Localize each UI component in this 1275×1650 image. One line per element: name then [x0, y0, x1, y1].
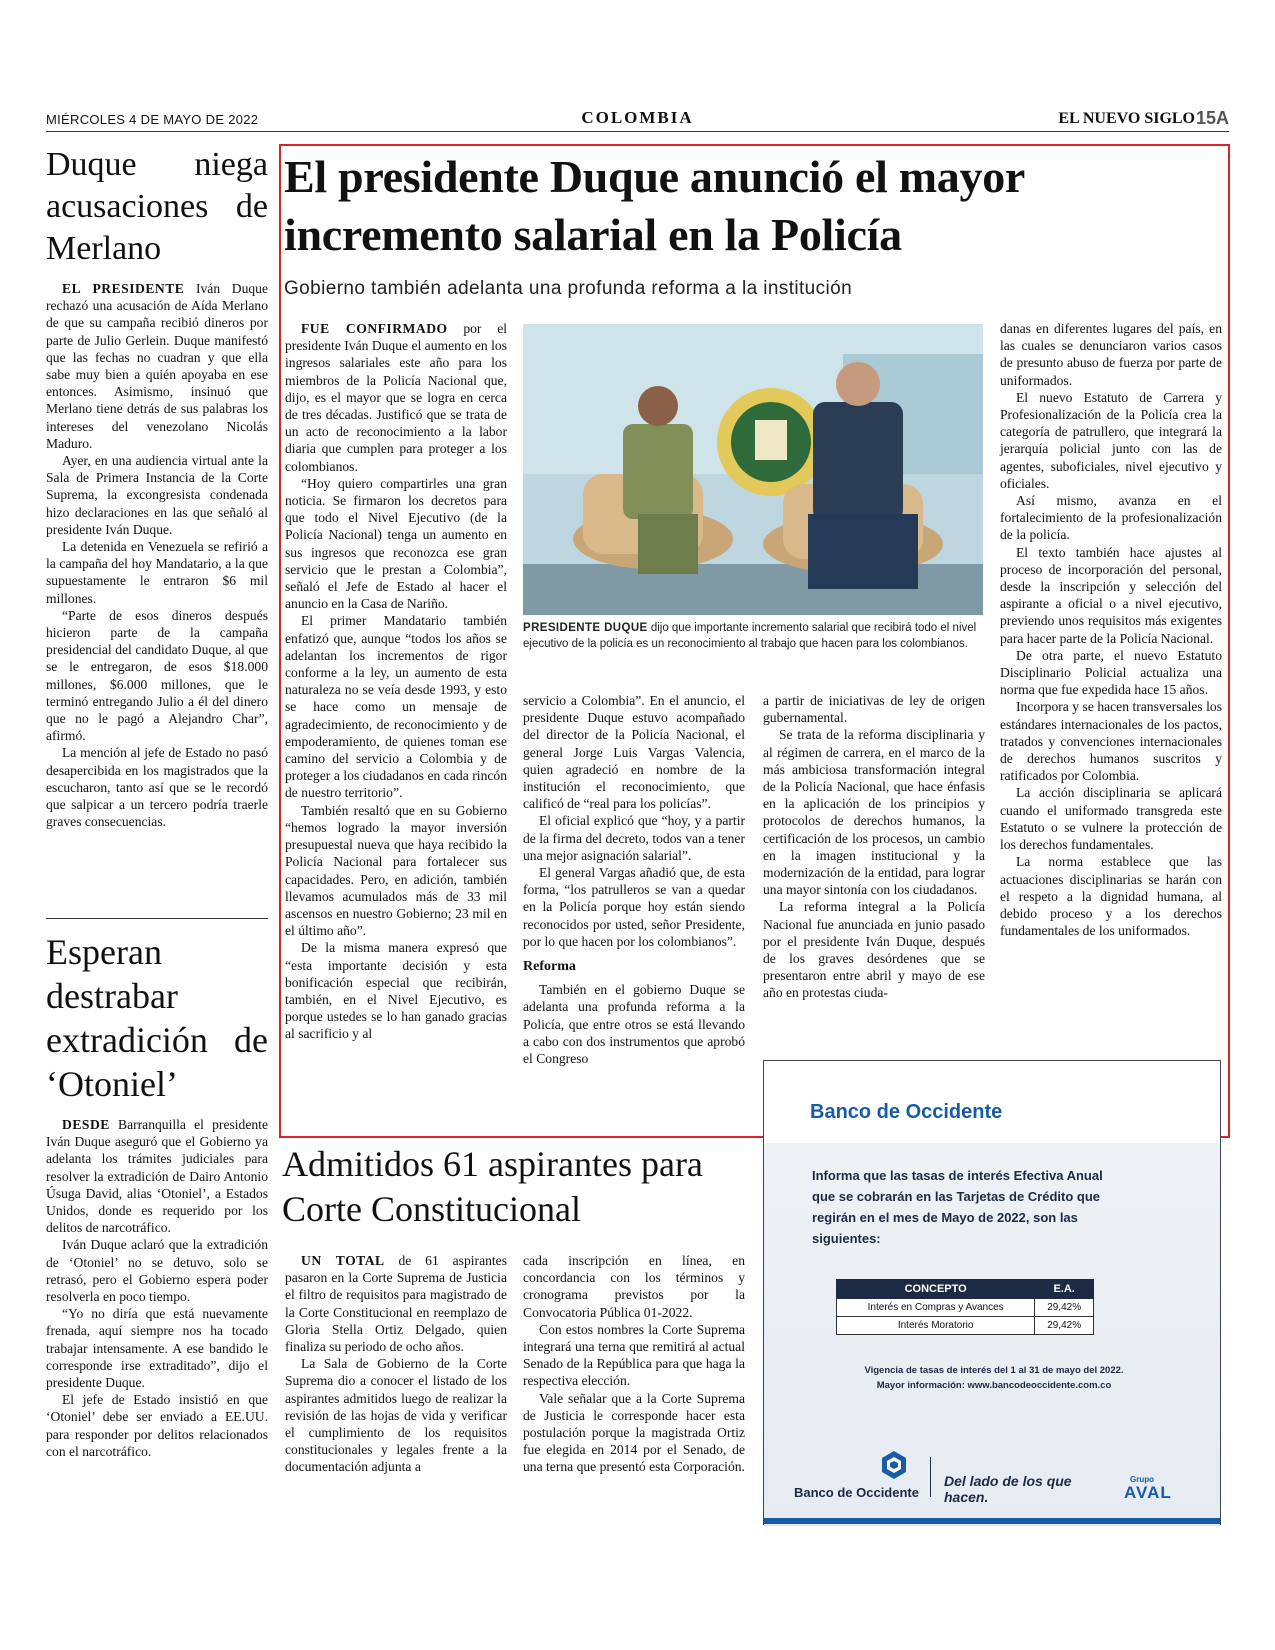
article-photo — [523, 324, 983, 615]
photo-caption: PRESIDENTE DUQUE dijo que importante incremento salarial que recibirá todo el nivel ejecutivo de la policía es un reconocimiento al trabajo que hacen para los colombianos. — [523, 622, 977, 650]
bank-advertisement — [763, 1060, 1221, 1525]
bottom-article-title: Admitidos 61 aspirantes para Corte Constitucional — [282, 1144, 703, 1229]
article-paragraph: Incorpora y se hacen transversales los estándares internacionales de los pactos, tratados y convenciones internacionales de derechos humanos suscritos y ratificados por Colombia. — [1000, 699, 1222, 784]
article-paragraph: DESDE Barranquilla el presidente Iván Duque aseguró que el Gobierno ya adelanta los trámites judiciales para resolver la extradición de Dairo Antonio Úsuga David, alias ‘Otoniel’, a Estados Unidos, donde es requerido por los delitos de narcotráfico. — [46, 1117, 268, 1236]
article-paragraph: Vale señalar que a la Corte Suprema de Justicia le corresponde hacer esta postulación porque la magistrada Ortiz fue elegida en 2014 por el Senado, de una terna que presentó esta Corporación. — [523, 1390, 745, 1475]
article-paragraph: De otra parte, el nuevo Estatuto Disciplinario Policial actualiza una norma que fue expedida hace 15 años. — [1000, 647, 1222, 698]
article-subhead: Reforma — [523, 959, 576, 975]
article-paragraph: De la misma manera expresó que “esta importante decisión y esta bonificación especial que recibirán, también, en el Nivel Ejecutivo, es porque ustedes se lo han ganado gracias al sacrificio y al — [285, 940, 507, 1042]
article-paragraph: También en el gobierno Duque se adelanta una profunda reforma a la Policía, que entre otros se está llevando a cabo con dos instrumentos que aprobó el Congreso — [523, 982, 745, 1067]
newspaper-brand: EL NUEVO SIGLO — [1058, 110, 1195, 127]
bank-logo-icon — [880, 1451, 908, 1479]
article-paragraph: Se trata de la reforma disciplinaria y al régimen de carrera, en el marco de la más ambiciosa transformación integral de la Policía Nacional, que hace énfasis en la aplicación de los principios y protocolos de derechos humanos, la certificación de los procesos, un cambio en la imagen institucional y la modernización de la entidad, para lograr una mayor sintonía con los ciudadanos. — [763, 727, 985, 898]
main-column-1 — [285, 320, 507, 1043]
article-paragraph: El oficial explicó que “hoy, y a partir de la firma del decreto, todos van a tener una mejor asignación salarial”. — [523, 813, 745, 863]
article-paragraph: La reforma integral a la Policía Nacional fue anunciada en junio pasado por el presidente Iván Duque, después de los graves desórdenes que se presentaron entre abril y mayo de ese año en protestas ciuda- — [763, 899, 985, 1001]
ad-bank-name: Banco de Occidente — [810, 1101, 1003, 1123]
side-article-otoniel — [46, 930, 268, 1460]
article-paragraph: El primer Mandatario también enfatizó que, aunque “todos los años se adelantan los incrementos de rigor conforme a la ley, un aumento de esta naturaleza no se veía desde 1993, y esto se hace como un mensaje de agradecimiento, de reconocimiento y de empoderamiento, de quienes toman ese camino del servicio a Colombia y de proteger a los ciudadanos en cada rincón de nuestro territorio”. — [285, 613, 507, 801]
main-article-subtitle: Gobierno también adelanta una profunda reforma a la institución — [284, 278, 853, 299]
article-paragraph: El texto también hace ajustes al proceso de incorporación del personal, desde la inscripción y selección del aspirante a oficial o a nivel ejecutivo, previendo unos requisitos más exigentes para hacer parte de la Policía Nacional. — [1000, 544, 1222, 646]
issue-date: MIÉRCOLES 4 DE MAYO DE 2022 — [46, 112, 259, 127]
article-paragraph: La detenida en Venezuela se refirió a la campaña del hoy Mandatario, a la que supuestamente le entraron $6 mil millones. — [46, 539, 268, 606]
article-paragraph: servicio a Colombia”. En el anuncio, el presidente Duque estuvo acompañado del director de la Policía Nacional, el general Jorge Luis Vargas Valencia, quien agradeció en nombre de la institución el reconocimiento, que calificó de “real para los policías”. — [523, 693, 745, 812]
article-paragraph: La acción disciplinaria se aplicará cuando el uniformado transgreda este Estatuto o se vulnere la protección de los derechos fundamentales. — [1000, 785, 1222, 853]
ad-footer-divider — [930, 1457, 931, 1497]
side-article-merlano — [46, 144, 268, 831]
main-column-3 — [763, 692, 985, 1002]
ad-slogan: Del lado de los que hacen. — [944, 1473, 1072, 1505]
grupo-label: Grupo — [1130, 1475, 1154, 1484]
photo-illustration — [523, 324, 983, 615]
main-article-title: El presidente Duque anunció el mayor incremento salarial en la Policía — [284, 151, 1025, 260]
article-paragraph: FUE CONFIRMADO por el presidente Iván Duque el aumento en los ingresos salariales este año para los miembros de la Policía Nacional que, dijo, es el mayor que se logra en cerca de tres décadas. Justificó que se trata de un acto de reconocimiento a la labor diaria que cumplen para proteger a los colombianos. — [285, 321, 507, 474]
ad-footer-bank-name: Banco de Occidente — [794, 1485, 919, 1500]
bottom-column-1 — [285, 1252, 507, 1476]
page-number: 15A — [1195, 108, 1229, 128]
ad-footer — [764, 1451, 1220, 1526]
table-row: Interés Moratorio 29,42% — [837, 1317, 1094, 1335]
side-article-title: Duque niega acusaciones de Merlano — [46, 146, 268, 267]
article-paragraph: Ayer, en una audiencia virtual ante la Sala de Primera Instancia de la Corte Suprema, la excongresista condenada hizo declaraciones en las que señaló al presidente Iván Duque. — [46, 453, 268, 537]
article-paragraph: EL PRESIDENTE Iván Duque rechazó una acusación de Aída Merlano de que su campaña recibió dineros por parte de Julio Gerlein. Duque manifestó que las fechas no cuadran y que ella sabe muy bien a quién apoyaba en ese entonces. Asimismo, insinuó que Merlano tiene detrás de sus palabras los intereses del venezolano Nicolás Maduro. — [46, 281, 268, 451]
article-paragraph: El general Vargas añadió que, de esta forma, “los patrulleros se van a quedar en la Policía porque hoy están siendo reconocidos por usted, señor Presidente, por lo que hacen por los colombianos”. — [523, 865, 745, 949]
aval-logo: AVAL — [1124, 1483, 1172, 1502]
ad-info-text: Informa que las tasas de interés Efectiva Anual que se cobrarán en las Tarjetas de Crédito que regirán en el mes de Mayo de 2022, son las siguientes: — [812, 1168, 1103, 1246]
section-name: COLOMBIA — [581, 108, 694, 127]
side-divider — [46, 918, 268, 919]
ad-validity-note: Vigencia de tasas de interés del 1 al 31 de mayo del 2022. Mayor información: www.bancodeoccidente.com.co — [864, 1365, 1124, 1391]
ad-bottom-bar — [764, 1518, 1220, 1524]
main-column-2 — [523, 692, 745, 1067]
article-paragraph: UN TOTAL de 61 aspirantes pasaron en la Corte Suprema de Justicia el filtro de requisitos para magistrado de la Corte Constitucional en reemplazo de Gloria Stella Ortiz Delgado, quien finaliza su periodo de ocho años. — [285, 1253, 508, 1355]
article-paragraph: “Hoy quiero compartirles una gran noticia. Se firmaron los decretos para que todo el Nivel Ejecutivo (de la Policía Nacional) tenga un aumento en sus ingresos que reconozca ese gran servicio que le prestan a Colombia”, señaló el Jefe de Estado al hacer el anuncio en la Casa de Nariño. — [285, 475, 507, 612]
article-paragraph: cada inscripción en línea, en concordancia con los términos y cronograma previstos por la Convocatoria Pública 01-2022. — [523, 1253, 745, 1320]
article-paragraph: También resaltó que en su Gobierno “hemos logrado la mayor inversión presupuestal nueva que haya recibido la Policía Nacional para fortalecer sus capacidades. Pero, en adición, también llevamos acumulados más de 33 mil ascensos en nuestro Gobierno; 23 mil en el último año”. — [285, 802, 507, 939]
article-paragraph: La norma establece que las actuaciones disciplinarias se harán con el respeto a la dignidad humana, al debido proceso y a los derechos fundamentales de los uniformados. — [1000, 854, 1222, 939]
article-paragraph: “Parte de esos dineros después hicieron parte de la campaña presidencial del candidato Duque, al que se le entregaron, de esos $18.000 millones, $6.000 millones, que le terminó entregando Julio a él del dinero que no le pagó a Alejandro Char”, afirmó. — [46, 607, 268, 744]
table-header-ea: E.A. — [1035, 1280, 1094, 1299]
table-header-concept: CONCEPTO — [837, 1280, 1035, 1299]
article-paragraph: “Yo no diría que está nuevamente frenada, aquí siempre nos ha tocado trabajar intensamente. A ese bandido le corresponde irse extraditado”, dijo el presidente Duque. — [46, 1306, 268, 1391]
article-paragraph: a partir de iniciativas de ley de origen gubernamental. — [763, 693, 985, 726]
article-paragraph: La Sala de Gobierno de la Corte Suprema dio a conocer el listado de los aspirantes admitidos luego de realizar la revisión de las hojas de vida y verificar el cumplimiento de los requisitos constitucionales y legales frente a la documentación adjunta a — [285, 1356, 507, 1475]
header-rule — [46, 131, 1229, 132]
bottom-column-2 — [523, 1252, 745, 1476]
rates-table — [836, 1279, 1094, 1335]
article-paragraph: Así mismo, avanza en el fortalecimiento de la profesionalización de la policía. — [1000, 493, 1222, 543]
article-paragraph: El nuevo Estatuto de Carrera y Profesionalización de la Policía crea la categoría de patrullero, que integrará la jerarquía policial junto con las de agentes, suboficiales, nivel ejecutivo y oficiales. — [1000, 389, 1222, 491]
article-paragraph: Iván Duque aclaró que la extradición de ‘Otoniel’ no se detuvo, solo se retrasó, pero el Gobierno espera poder resolverla en poco tiempo. — [46, 1237, 268, 1305]
article-paragraph: Con estos nombres la Corte Suprema integrará una terna que remitirá al actual Senado de la República para que haga la respectiva elección. — [523, 1321, 745, 1389]
main-column-4 — [1000, 320, 1222, 939]
article-paragraph: La mención al jefe de Estado no pasó desapercibida en los magistrados que la escucharon, tanto así que se le recordó que salpicar a un tercero podría traerle graves consecuencias. — [46, 745, 268, 830]
table-row: Interés en Compras y Avances 29,42% — [837, 1299, 1094, 1317]
article-paragraph: El jefe de Estado insistió en que ‘Otoniel’ debe ser enviado a EE.UU. para responder por delitos relacionados con el narcotráfico. — [46, 1392, 268, 1459]
article-paragraph: danas en diferentes lugares del país, en las cuales se denunciaron varios casos de presunto abuso de fuerza por parte de uniformados. — [1000, 321, 1222, 388]
side-article-title: Esperan destrabar extradición de ‘Otoniel’ — [46, 932, 268, 1104]
